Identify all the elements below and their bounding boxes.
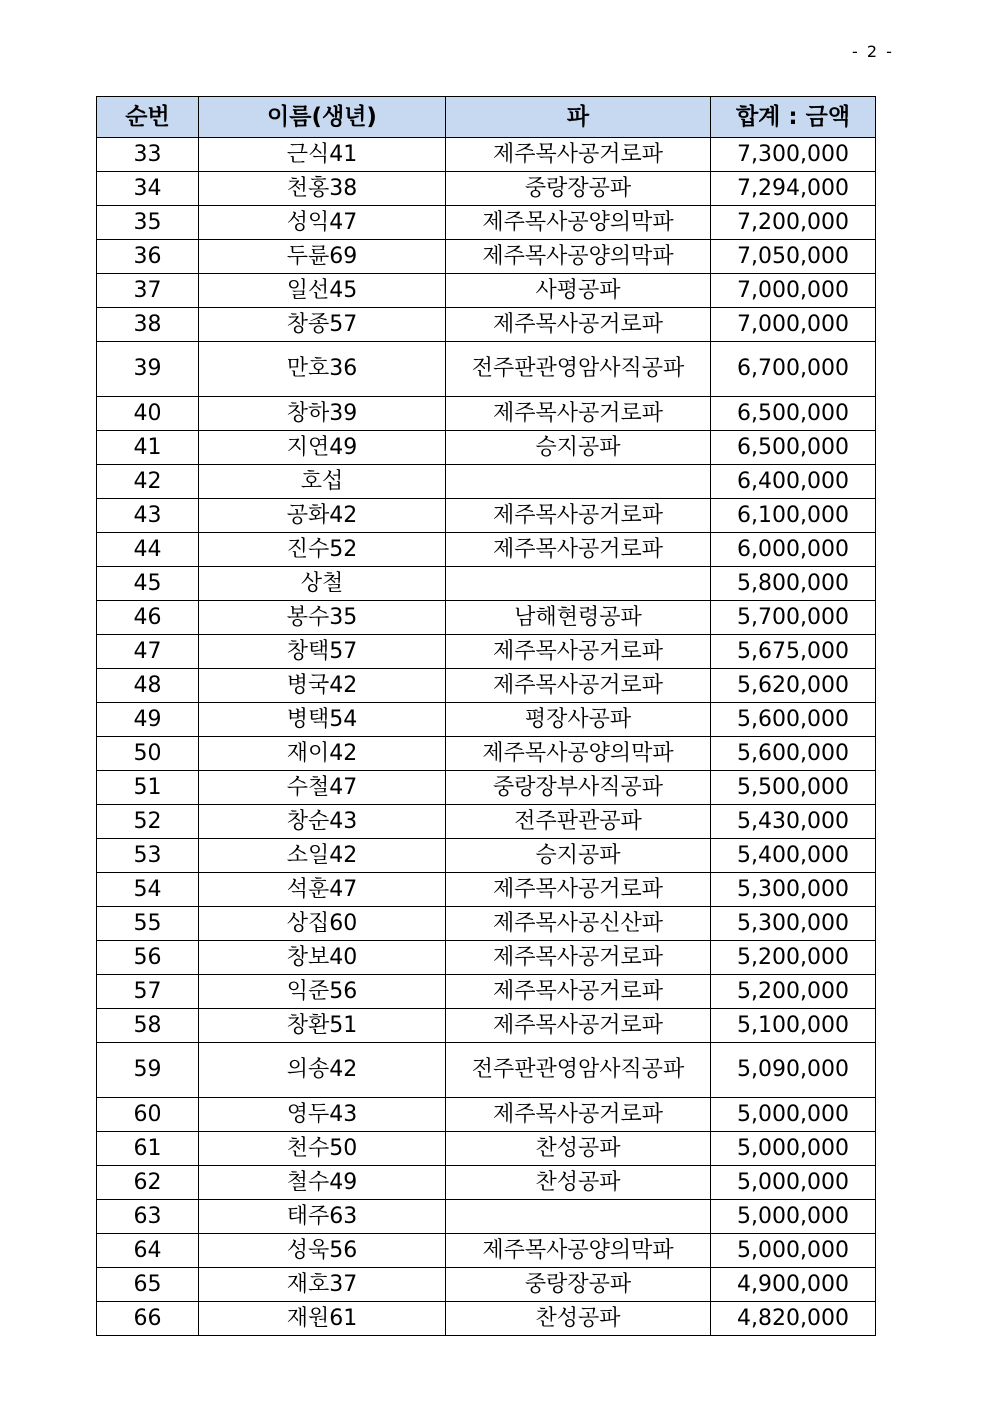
cell-name: 상집60	[199, 907, 446, 941]
cell-amount: 5,000,000	[711, 1234, 876, 1268]
table-row	[97, 737, 876, 771]
table-row	[97, 1132, 876, 1166]
table-row	[97, 138, 876, 172]
cell-name: 천홍38	[199, 172, 446, 206]
cell-amount: 7,000,000	[711, 274, 876, 308]
cell-amount: 6,000,000	[711, 533, 876, 567]
cell-number: 49	[97, 703, 199, 737]
cell-amount: 5,500,000	[711, 771, 876, 805]
table-row	[97, 1268, 876, 1302]
cell-amount: 4,820,000	[711, 1302, 876, 1336]
cell-name: 창보40	[199, 941, 446, 975]
cell-name: 두륜69	[199, 240, 446, 274]
cell-branch: 찬성공파	[446, 1302, 711, 1336]
cell-number: 56	[97, 941, 199, 975]
cell-name: 영두43	[199, 1098, 446, 1132]
cell-number: 48	[97, 669, 199, 703]
cell-number: 55	[97, 907, 199, 941]
cell-branch: 제주목사공거로파	[446, 138, 711, 172]
cell-branch: 제주목사공거로파	[446, 1009, 711, 1043]
cell-amount: 5,000,000	[711, 1132, 876, 1166]
cell-amount: 7,050,000	[711, 240, 876, 274]
cell-number: 60	[97, 1098, 199, 1132]
cell-number: 43	[97, 499, 199, 533]
cell-name: 수철47	[199, 771, 446, 805]
cell-name: 의송42	[199, 1043, 446, 1098]
cell-number: 57	[97, 975, 199, 1009]
table-row	[97, 342, 876, 397]
cell-amount: 5,000,000	[711, 1098, 876, 1132]
cell-amount: 7,294,000	[711, 172, 876, 206]
table-row	[97, 601, 876, 635]
cell-name: 재호37	[199, 1268, 446, 1302]
cell-branch: 제주목사공거로파	[446, 499, 711, 533]
cell-name: 진수52	[199, 533, 446, 567]
cell-name: 성욱56	[199, 1234, 446, 1268]
cell-amount: 5,675,000	[711, 635, 876, 669]
cell-number: 50	[97, 737, 199, 771]
table-row	[97, 907, 876, 941]
table-row	[97, 1200, 876, 1234]
cell-amount: 6,500,000	[711, 431, 876, 465]
cell-number: 64	[97, 1234, 199, 1268]
cell-number: 35	[97, 206, 199, 240]
cell-branch: 찬성공파	[446, 1132, 711, 1166]
table-row	[97, 567, 876, 601]
cell-branch: 제주목사공신산파	[446, 907, 711, 941]
cell-amount: 5,100,000	[711, 1009, 876, 1043]
cell-branch: 중랑장공파	[446, 1268, 711, 1302]
cell-branch: 제주목사공거로파	[446, 635, 711, 669]
cell-branch: 남해현령공파	[446, 601, 711, 635]
cell-name: 상철	[199, 567, 446, 601]
cell-branch: 승지공파	[446, 431, 711, 465]
cell-branch: 제주목사공거로파	[446, 533, 711, 567]
cell-number: 38	[97, 308, 199, 342]
table-row	[97, 839, 876, 873]
cell-amount: 5,000,000	[711, 1166, 876, 1200]
table-row	[97, 465, 876, 499]
table-row	[97, 1098, 876, 1132]
cell-name: 봉수35	[199, 601, 446, 635]
cell-amount: 5,200,000	[711, 941, 876, 975]
cell-number: 59	[97, 1043, 199, 1098]
cell-number: 61	[97, 1132, 199, 1166]
cell-amount: 6,700,000	[711, 342, 876, 397]
cell-branch: 중랑장공파	[446, 172, 711, 206]
cell-name: 익준56	[199, 975, 446, 1009]
table-row	[97, 635, 876, 669]
cell-name: 천수50	[199, 1132, 446, 1166]
cell-number: 39	[97, 342, 199, 397]
cell-branch: 제주목사공양의막파	[446, 1234, 711, 1268]
cell-number: 45	[97, 567, 199, 601]
cell-amount: 6,100,000	[711, 499, 876, 533]
cell-number: 44	[97, 533, 199, 567]
cell-branch	[446, 567, 711, 601]
cell-name: 석훈47	[199, 873, 446, 907]
table-header-row	[97, 97, 876, 138]
cell-name: 지연49	[199, 431, 446, 465]
header-number: 순번	[97, 97, 199, 138]
cell-branch: 제주목사공거로파	[446, 941, 711, 975]
cell-amount: 7,000,000	[711, 308, 876, 342]
cell-amount: 7,300,000	[711, 138, 876, 172]
cell-amount: 7,200,000	[711, 206, 876, 240]
donation-table	[96, 96, 876, 1336]
cell-number: 37	[97, 274, 199, 308]
cell-number: 65	[97, 1268, 199, 1302]
cell-branch	[446, 1200, 711, 1234]
cell-name: 철수49	[199, 1166, 446, 1200]
table-row	[97, 308, 876, 342]
cell-number: 47	[97, 635, 199, 669]
cell-name: 재이42	[199, 737, 446, 771]
table-row	[97, 771, 876, 805]
table-row	[97, 703, 876, 737]
cell-amount: 6,500,000	[711, 397, 876, 431]
cell-number: 52	[97, 805, 199, 839]
table-row	[97, 941, 876, 975]
cell-branch: 찬성공파	[446, 1166, 711, 1200]
cell-branch: 제주목사공거로파	[446, 873, 711, 907]
cell-name: 일선45	[199, 274, 446, 308]
cell-number: 36	[97, 240, 199, 274]
cell-amount: 5,800,000	[711, 567, 876, 601]
table-row	[97, 1302, 876, 1336]
cell-amount: 5,400,000	[711, 839, 876, 873]
cell-branch: 전주판관공파	[446, 805, 711, 839]
table-row	[97, 431, 876, 465]
cell-number: 51	[97, 771, 199, 805]
cell-amount: 5,700,000	[711, 601, 876, 635]
table-row	[97, 1234, 876, 1268]
cell-branch: 승지공파	[446, 839, 711, 873]
cell-name: 창하39	[199, 397, 446, 431]
cell-name: 태주63	[199, 1200, 446, 1234]
table-row	[97, 873, 876, 907]
cell-name: 병택54	[199, 703, 446, 737]
cell-amount: 5,600,000	[711, 703, 876, 737]
cell-branch: 제주목사공양의막파	[446, 737, 711, 771]
cell-name: 재원61	[199, 1302, 446, 1336]
table-row	[97, 274, 876, 308]
cell-name: 공화42	[199, 499, 446, 533]
header-name: 이름(생년)	[199, 97, 446, 138]
table-row	[97, 499, 876, 533]
cell-name: 근식41	[199, 138, 446, 172]
cell-amount: 5,300,000	[711, 873, 876, 907]
table-row	[97, 206, 876, 240]
cell-name: 창택57	[199, 635, 446, 669]
table-row	[97, 1009, 876, 1043]
cell-branch: 제주목사공거로파	[446, 308, 711, 342]
cell-branch: 제주목사공양의막파	[446, 240, 711, 274]
cell-number: 46	[97, 601, 199, 635]
cell-amount: 5,600,000	[711, 737, 876, 771]
table-row	[97, 669, 876, 703]
cell-number: 63	[97, 1200, 199, 1234]
cell-amount: 5,000,000	[711, 1200, 876, 1234]
cell-name: 성익47	[199, 206, 446, 240]
header-total-amount: 합계 : 금액	[711, 97, 876, 138]
cell-amount: 5,200,000	[711, 975, 876, 1009]
table-body	[97, 138, 876, 1336]
cell-branch: 제주목사공거로파	[446, 1098, 711, 1132]
cell-branch: 제주목사공거로파	[446, 975, 711, 1009]
table-row	[97, 533, 876, 567]
cell-name: 만호36	[199, 342, 446, 397]
cell-name: 창환51	[199, 1009, 446, 1043]
cell-name: 병국42	[199, 669, 446, 703]
cell-number: 33	[97, 138, 199, 172]
cell-branch: 제주목사공거로파	[446, 397, 711, 431]
cell-name: 소일42	[199, 839, 446, 873]
cell-name: 창종57	[199, 308, 446, 342]
cell-branch	[446, 465, 711, 499]
page-number: - 2 -	[852, 42, 894, 61]
table-row	[97, 172, 876, 206]
cell-branch: 제주목사공거로파	[446, 669, 711, 703]
cell-number: 53	[97, 839, 199, 873]
cell-amount: 5,090,000	[711, 1043, 876, 1098]
cell-amount: 5,620,000	[711, 669, 876, 703]
cell-name: 호섭	[199, 465, 446, 499]
table-row	[97, 805, 876, 839]
header-branch: 파	[446, 97, 711, 138]
cell-branch: 제주목사공양의막파	[446, 206, 711, 240]
table-row	[97, 1166, 876, 1200]
cell-branch: 전주판관영암사직공파	[446, 342, 711, 397]
cell-number: 66	[97, 1302, 199, 1336]
cell-number: 42	[97, 465, 199, 499]
cell-amount: 5,430,000	[711, 805, 876, 839]
cell-branch: 중랑장부사직공파	[446, 771, 711, 805]
cell-name: 창순43	[199, 805, 446, 839]
cell-number: 34	[97, 172, 199, 206]
cell-number: 41	[97, 431, 199, 465]
table-row	[97, 397, 876, 431]
cell-number: 40	[97, 397, 199, 431]
table-row	[97, 975, 876, 1009]
cell-number: 62	[97, 1166, 199, 1200]
cell-number: 54	[97, 873, 199, 907]
cell-branch: 사평공파	[446, 274, 711, 308]
cell-amount: 4,900,000	[711, 1268, 876, 1302]
cell-number: 58	[97, 1009, 199, 1043]
cell-branch: 평장사공파	[446, 703, 711, 737]
cell-amount: 6,400,000	[711, 465, 876, 499]
cell-branch: 전주판관영암사직공파	[446, 1043, 711, 1098]
cell-amount: 5,300,000	[711, 907, 876, 941]
table-row	[97, 1043, 876, 1098]
table-row	[97, 240, 876, 274]
